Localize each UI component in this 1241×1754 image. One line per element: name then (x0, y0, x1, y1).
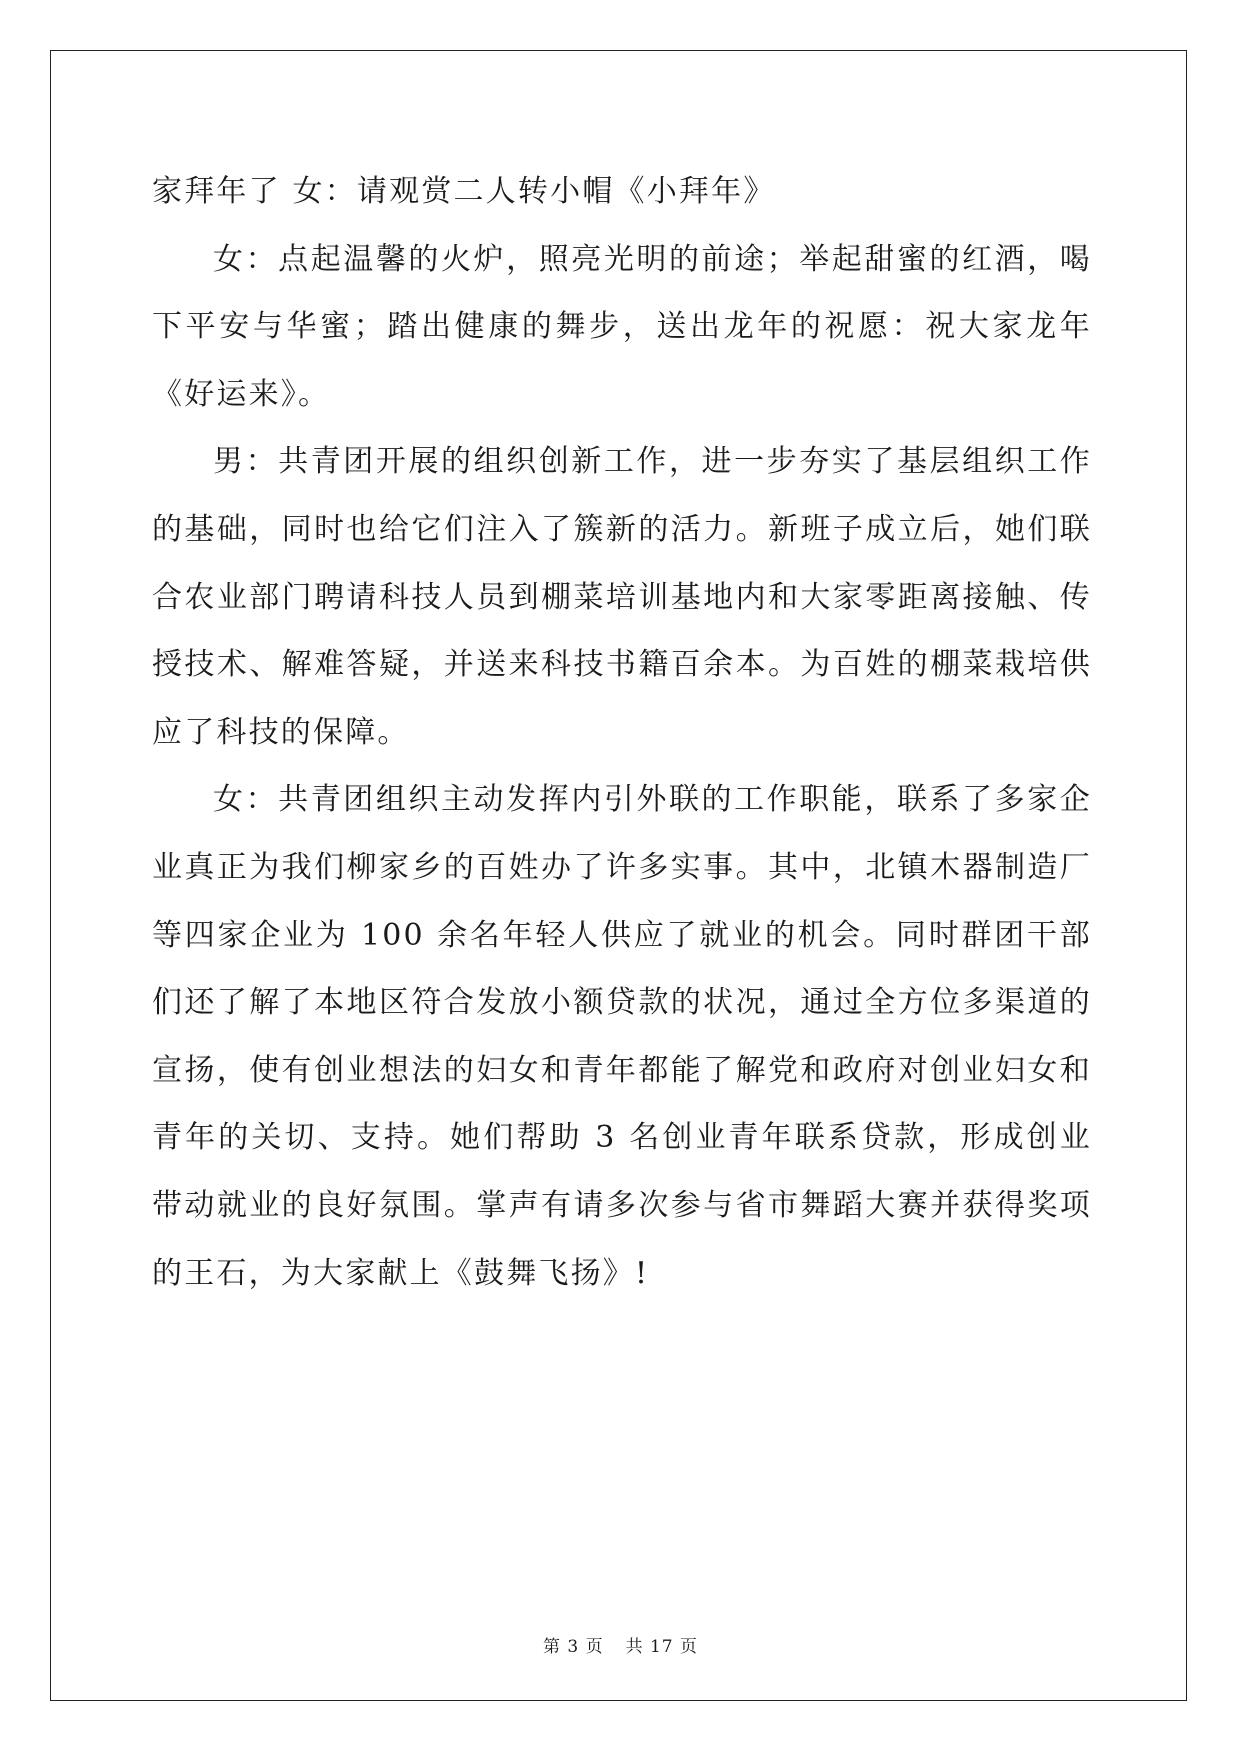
page-footer (0, 1632, 1241, 1657)
paragraph-3: 男：共青团开展的组织创新工作，进一步夯实了基层组织工作的基础，同时也给它们注入了簇新的活力。新班子成立后，她们联合农业部门聘请科技人员到棚菜培训基地内和大家零距离接触、传授技术、解难答疑，并送来科技书籍百余本。为百姓的棚菜栽培供应了科技的保障。 (152, 444, 1092, 750)
paragraph-2: 女：点起温馨的火炉，照亮光明的前途；举起甜蜜的红酒，喝下平安与华蜜；踏出健康的舞步，送出龙年的祝愿：祝大家龙年《好运来》。 (152, 241, 1092, 412)
paragraph-1: 家拜年了 女：请观赏二人转小帽《小拜年》 (152, 174, 776, 209)
paragraph-4: 女：共青团组织主动发挥内引外联的工作职能，联系了多家企业真正为我们柳家乡的百姓办了许多实事。其中，北镇木器制造厂等四家企业为 100 余名年轻人供应了就业的机会。同时群团干部们还了解了本地区符合发放小额贷款的状况，通过全方位多渠道的宣扬，使有创业想法的妇女和青年都能了解党和政府对创业妇女和青年的关切、支持。她们帮助 3 名创业青年联系贷款，形成创业带动就业的良好氛围。掌声有请多次参与省市舞蹈大赛并获得奖项的王石，为大家献上《鼓舞飞扬》! (152, 782, 1092, 1291)
page-total: 共 17 页 (625, 1637, 699, 1657)
document-body (152, 158, 1092, 1307)
page-number: 第 3 页 (542, 1637, 604, 1657)
